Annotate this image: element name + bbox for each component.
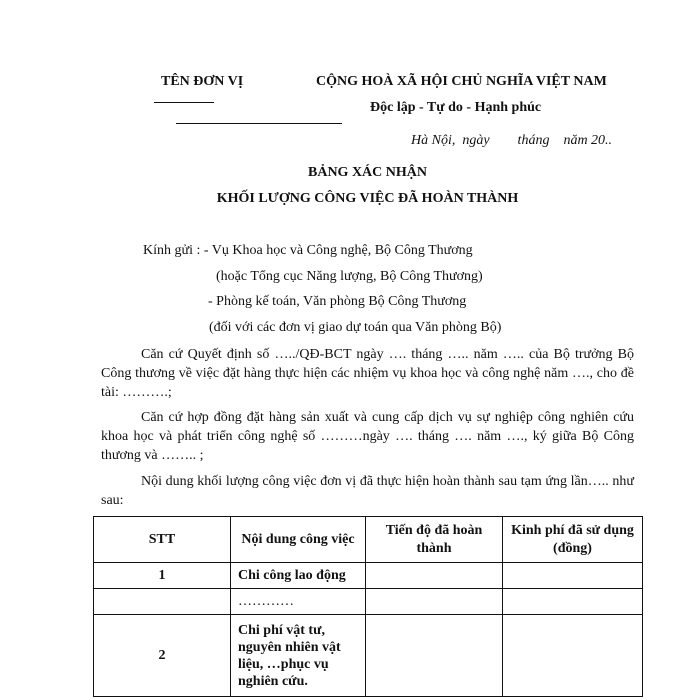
table-row bbox=[94, 615, 643, 697]
cell-stt: 1 bbox=[94, 563, 231, 589]
unit-name-underline bbox=[154, 102, 214, 103]
table-header-row bbox=[94, 517, 643, 563]
paragraph-content-text: Nội dung khối lượng công việc đơn vị đã thực hiện hoàn thành sau tạm ứng lần….. như sau: bbox=[101, 474, 634, 508]
cell-cost bbox=[503, 589, 643, 615]
paragraph-decision bbox=[101, 345, 634, 402]
cell-cost bbox=[503, 563, 643, 589]
cell-content: Chi phí vật tư, nguyên nhiên vật liệu, …phục vụ nghiên cứu. bbox=[231, 615, 366, 697]
document-subtitle: KHỐI LƯỢNG CÔNG VIỆC ĐÃ HOÀN THÀNH bbox=[216, 191, 519, 206]
table-row bbox=[94, 589, 643, 615]
cell-stt: 2 bbox=[94, 615, 231, 697]
cell-stt bbox=[94, 589, 231, 615]
paragraph-contract-text: Căn cứ hợp đồng đặt hàng sản xuất và cung cấp dịch vụ sự nghiệp công nghiên cứu khoa học và phát triển công nghệ số ………ngày …. tháng …. năm …., ký giữa Bộ Công thương và …….. ; bbox=[101, 410, 634, 463]
motto: Độc lập - Tự do - Hạnh phúc bbox=[370, 100, 542, 115]
header-stt: STT bbox=[94, 517, 231, 563]
document-title: BẢNG XÁC NHẬN bbox=[308, 165, 427, 180]
header-cost: Kinh phí đã sử dụng (đồng) bbox=[503, 517, 643, 563]
paragraph-content bbox=[101, 472, 634, 510]
table-row bbox=[94, 563, 643, 589]
country-name: CỘNG HOÀ XÃ HỘI CHỦ NGHĨA VIỆT NAM bbox=[316, 74, 607, 89]
cell-content: Chi công lao động bbox=[231, 563, 366, 589]
cell-progress bbox=[366, 615, 503, 697]
cell-progress bbox=[366, 563, 503, 589]
recipient-line-1: Kính gửi : - Vụ Khoa học và Công nghệ, Bộ Công Thương bbox=[143, 243, 473, 258]
paragraph-decision-text: Căn cứ Quyết định số …../QĐ-BCT ngày …. tháng ….. năm ….. của Bộ trưởng Bộ Công thương về việc đặt hàng thực hiện các nhiệm vụ khoa học và công nghệ năm …., cho đề tài: ……….; bbox=[101, 347, 634, 400]
recipient-line-3: - Phòng kế toán, Văn phòng Bộ Công Thương bbox=[208, 294, 467, 309]
header-progress: Tiến độ đã hoàn thành bbox=[366, 517, 503, 563]
header-content: Nội dung công việc bbox=[231, 517, 366, 563]
recipient-line-4: (đối với các đơn vị giao dự toán qua Văn phòng Bộ) bbox=[209, 320, 502, 335]
cell-progress bbox=[366, 589, 503, 615]
cell-content: ………… bbox=[231, 589, 366, 615]
unit-name: TÊN ĐƠN VỊ bbox=[161, 74, 244, 89]
paragraph-contract bbox=[101, 408, 634, 465]
motto-underline bbox=[176, 123, 342, 124]
work-volume-table bbox=[93, 516, 643, 697]
date-line: Hà Nội, ngày tháng năm 20.. bbox=[411, 133, 613, 148]
cell-cost bbox=[503, 615, 643, 697]
recipient-line-2: (hoặc Tổng cục Năng lượng, Bộ Công Thương) bbox=[216, 269, 483, 284]
